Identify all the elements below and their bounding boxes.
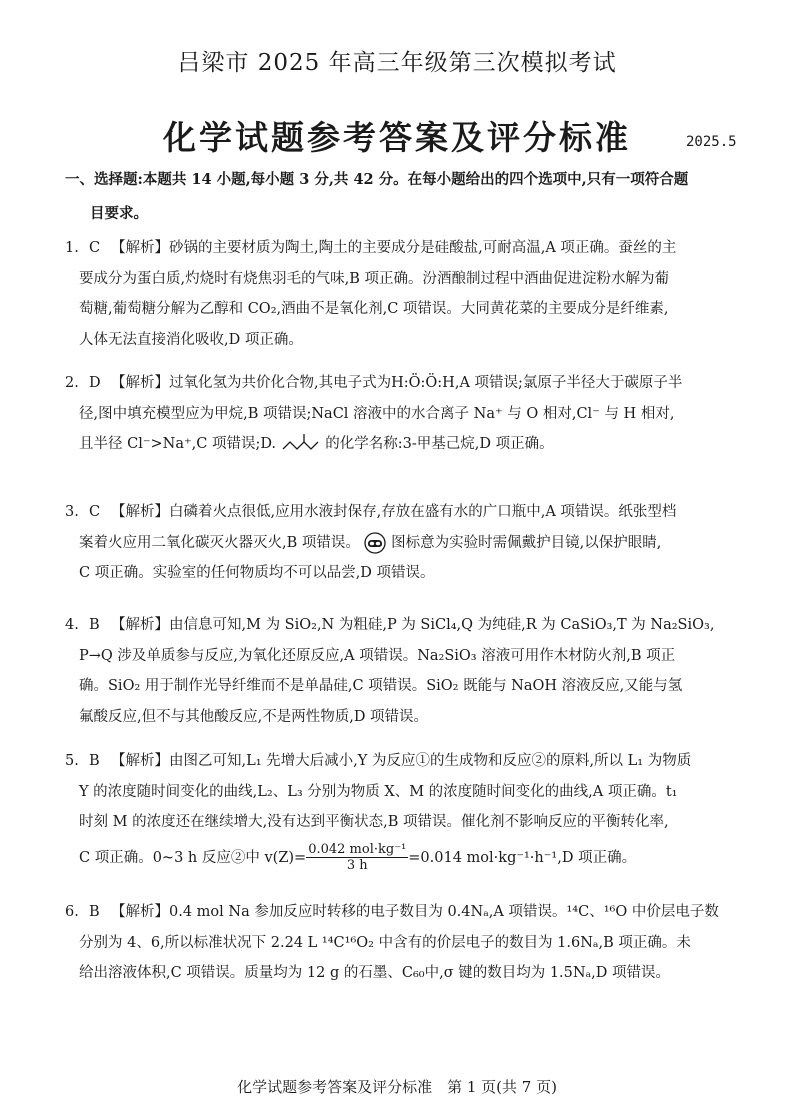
explanation-line: 由信息可知,M 为 SiO₂,N 为粗硅,P 为 SiCl₄,Q 为纯硅,R 为 CaSiO₃,T 为 Na₂SiO₃, [169,617,715,633]
explanation-line: =0.014 mol·kg⁻¹·h⁻¹,D 项正确。 [408,849,637,866]
analysis-tag: 【解析】 [111,904,169,920]
section-heading-line2: 目要求。 [90,205,148,222]
question-1 [65,233,745,355]
fraction-numerator: 0.042 mol·kg⁻¹ [308,842,407,857]
question-number: 6. [65,904,79,920]
answer-letter: D [89,375,101,391]
explanation-line: 的化学名称:3-甲基己烷,D 项正确。 [325,436,554,452]
analysis-tag: 【解析】 [111,375,169,391]
document-date: 2025.5 [686,134,737,150]
question-number: 4. [65,617,79,633]
safety-goggles-icon [364,532,386,554]
explanation-line: 图标意为实验时需佩戴护目镜,以保护眼睛, [391,534,662,551]
section-heading-line1: 一、选择题:本题共 14 小题,每小题 3 分,共 42 分。在每小题给出的四个选项中,只有一项符合题 [65,171,689,188]
question-number: 3. [65,504,79,520]
explanation-line: 要成分为蛋白质,灼烧时有烧焦羽毛的气味,B 项正确。汾酒酿制过程中酒曲促进淀粉水解为葡 [79,270,669,287]
explanation-line: 且半径 Cl⁻>Na⁺,C 项错误;D. [79,436,277,452]
explanation-line: 案着火应用二氧化碳灭火器灭火,B 项错误。 [79,534,360,551]
analysis-tag: 【解析】 [111,240,169,256]
explanation-line: 确。SiO₂ 用于制作光导纤维而不是单晶硅,C 项错误。SiO₂ 既能与 NaOH 溶液反应,又能与氢 [79,678,683,694]
explanation-line: Y 的浓度随时间变化的曲线,L₂、L₃ 分别为物质 X、M 的浓度随时间变化的曲线,A 项正确。t₁ [79,783,678,800]
explanation-line: 时刻 M 的浓度还在继续增大,没有达到平衡状态,B 项错误。催化剂不影响反应的平衡转化率, [79,814,669,830]
answer-letter: B [89,753,100,769]
analysis-tag: 【解析】 [111,753,169,769]
analysis-tag: 【解析】 [111,504,169,520]
explanation-line: 氟酸反应,但不与其他酸反应,不是两性物质,D 项错误。 [79,708,429,725]
page-footer: 化学试题参考答案及评分标准 第 1 页(共 7 页) [237,1078,557,1096]
explanation-line: 萄糖,葡萄糖分解为乙醇和 CO₂,酒曲不是氧化剂,C 项错误。大同黄花菜的主要成分是纤维素, [79,301,669,317]
explanation-line: 由图乙可知,L₁ 先增大后减小,Y 为反应①的生成物和反应②的原料,所以 L₁ 为物质 [169,753,692,769]
3-methylhexane-skeletal-icon [281,433,321,455]
answer-letter: B [89,904,100,920]
answer-letter: C [89,240,101,256]
question-4 [65,610,745,732]
section-heading [65,163,745,231]
answer-letter: B [89,617,100,633]
question-3 [65,497,745,589]
question-6 [65,897,745,989]
explanation-line: 白磷着火点很低,应用水液封保存,存放在盛有水的广口瓶中,A 项错误。纸张型档 [169,504,677,520]
fraction-denominator: 3 h [346,858,368,873]
explanation-line: 砂锅的主要材质为陶土,陶土的主要成分是硅酸盐,可耐高温,A 项正确。蚕丝的主 [169,240,677,256]
explanation-line: 0.4 mol Na 参加反应时转移的电子数目为 0.4Nₐ,A 项错误。¹⁴C、¹⁶O 中价层电子数 [169,904,719,920]
question-2 [65,368,745,460]
analysis-tag: 【解析】 [111,617,169,633]
explanation-line: 分别为 4、6,所以标准状况下 2.24 L ¹⁴C¹⁶O₂ 中含有的价层电子的数目为 1.6Nₐ,B 项正确。未 [79,934,691,951]
explanation-line: 人体无法直接消化吸收,D 项正确。 [79,331,303,348]
exam-title: 吕梁市 2025 年高三年级第三次模拟考试 [177,50,617,76]
question-number: 1. [65,240,79,256]
explanation-line: 过氧化氢为共价化合物,其电子式为H:Ö:Ö:H,A 项错误;氯原子半径大于碳原子半 [169,375,683,391]
document-title: 化学试题参考答案及评分标准 [163,118,631,157]
question-5 [65,746,745,878]
rate-fraction [306,842,408,873]
explanation-line: 给出溶液体积,C 项错误。质量均为 12 g 的石墨、C₆₀中,σ 键的数目均为 1.5Nₐ,D 项错误。 [79,965,670,981]
answer-letter: C [89,504,101,520]
question-number: 5. [65,753,79,769]
explanation-line: P→Q 涉及单质参与反应,为氧化还原反应,A 项错误。Na₂SiO₃ 溶液可用作木材防火剂,B 项正 [79,647,676,664]
explanation-line: C 项正确。实验室的任何物质均不可以品尝,D 项错误。 [79,565,435,581]
explanation-line: 径,图中填充模型应为甲烷,B 项错误;NaCl 溶液中的水合离子 Na⁺ 与 O 相对,Cl⁻ 与 H 相对, [79,405,675,422]
question-number: 2. [65,375,79,391]
explanation-line: C 项正确。0~3 h 反应②中 v(Z)= [79,849,307,866]
